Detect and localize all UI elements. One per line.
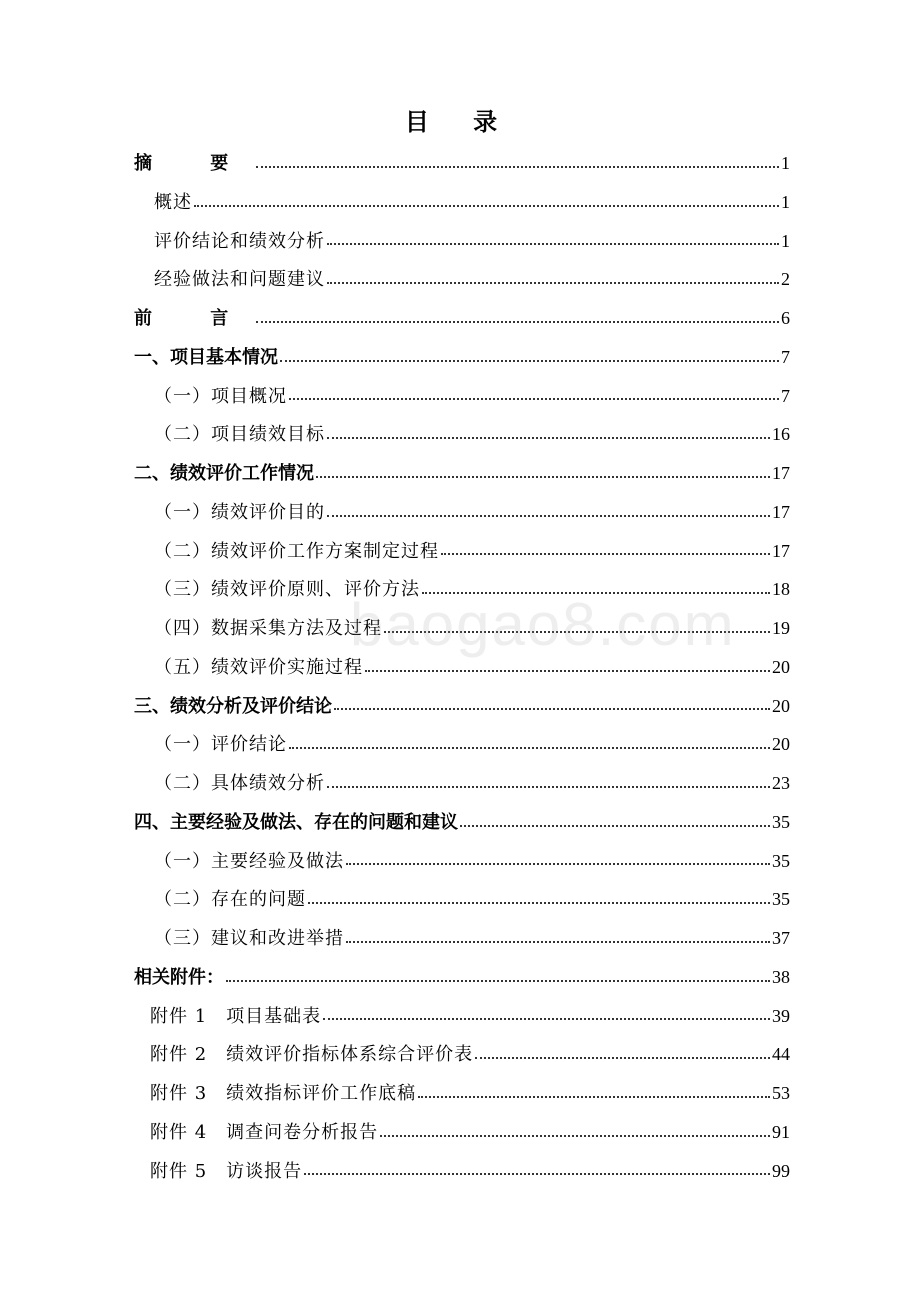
toc-entry-page: 35 [772,889,790,910]
toc-leader-dots [327,436,770,439]
toc-entry-label: 附件 4 调查问卷分析报告 [150,1121,379,1143]
toc-entry-page: 35 [772,850,790,871]
toc-entry[interactable] [134,338,790,377]
toc-entry[interactable] [134,842,790,881]
toc-entry-page: 37 [772,928,790,948]
toc-leader-dots [289,397,779,400]
toc-leader-dots [475,1056,770,1059]
toc-entry-label: （二）绩效评价工作方案制定过程 [154,540,439,562]
toc-entry[interactable] [134,803,790,842]
toc-entry-label: （一）评价结论 [154,734,287,756]
toc-entry[interactable] [134,144,790,183]
toc-entry-page: 2 [781,269,790,290]
toc-entry-label: （三）绩效评价原则、评价方法 [154,579,420,601]
toc-entry-label: （一）绩效评价目的 [154,501,325,523]
toc-entry-page: 20 [772,695,790,716]
toc-entry-page: 6 [781,308,790,328]
toc-entry[interactable] [134,183,790,222]
toc-entry[interactable] [134,764,790,803]
toc-entry-label: 附件 5 访谈报告 [150,1160,303,1182]
watermark: baogao8.com [350,591,736,658]
toc-entry[interactable] [134,299,790,338]
toc-leader-dots [327,514,770,517]
toc-entry[interactable] [134,493,790,532]
toc-leader-dots [280,359,779,362]
toc-entry-label: 概述 [154,191,192,213]
table-of-contents [134,144,790,1190]
toc-entry[interactable] [134,1152,790,1191]
toc-entry[interactable] [134,415,790,454]
toc-entry-label: （二）项目绩效目标 [154,424,325,446]
toc-leader-dots [346,862,770,865]
toc-leader-dots [316,475,770,478]
toc-entry-page: 17 [772,463,790,483]
toc-entry-label: 附件 3 绩效指标评价工作底稿 [150,1083,417,1104]
toc-entry[interactable] [134,1113,790,1152]
toc-entry-page: 39 [772,1005,790,1026]
toc-entry[interactable] [134,687,790,726]
toc-entry-page: 17 [772,501,790,522]
toc-entry-page: 17 [772,540,790,561]
toc-leader-dots [226,979,770,982]
toc-leader-dots [380,1134,770,1137]
toc-leader-dots [460,824,770,827]
toc-entry-page: 44 [772,1044,790,1065]
toc-entry-label: 附件 2 绩效评价指标体系综合评价表 [150,1044,474,1066]
toc-entry-label: 经验做法和问题建议 [154,269,325,291]
toc-leader-dots [334,707,770,710]
toc-entry-label: （二）具体绩效分析 [154,773,325,794]
toc-entry-label: （四）数据采集方法及过程 [154,618,382,639]
toc-entry-page: 53 [772,1083,790,1103]
toc-leader-dots [327,785,770,788]
toc-leader-dots [308,901,770,904]
toc-entry-page: 20 [772,734,790,755]
toc-leader-dots [323,1017,770,1020]
toc-entry-page: 91 [772,1121,790,1142]
page-title: 目 录 [404,107,516,136]
toc-entry[interactable] [134,880,790,919]
toc-entry[interactable] [134,222,790,261]
toc-entry-page: 16 [772,424,790,445]
toc-entry-label: （五）绩效评价实施过程 [154,656,363,678]
toc-entry-page: 99 [772,1160,790,1181]
toc-entry-page: 19 [772,618,790,638]
toc-leader-dots [304,1172,770,1175]
toc-leader-dots [327,281,779,284]
toc-entry[interactable] [134,377,790,416]
toc-entry[interactable] [134,454,790,493]
toc-entry-label: 摘 要 [134,153,255,174]
toc-entry-page: 18 [772,579,790,600]
toc-entry[interactable] [134,532,790,571]
toc-entry-label: （三）建议和改进举措 [154,928,344,949]
toc-entry[interactable] [134,919,790,958]
toc-leader-dots [327,242,779,245]
toc-entry-page: 35 [772,811,790,832]
toc-leader-dots [418,1095,770,1098]
toc-entry-page: 7 [781,385,790,406]
toc-leader-dots [256,320,779,323]
toc-leader-dots [289,746,770,749]
toc-entry-label: 前 言 [134,308,255,329]
toc-entry-page: 1 [781,230,790,251]
toc-entry-label: 四、主要经验及做法、存在的问题和建议 [134,811,458,833]
toc-entry-label: （一）项目概况 [154,385,287,407]
toc-leader-dots [365,669,770,672]
toc-entry-label: （一）主要经验及做法 [154,850,344,872]
toc-entry[interactable] [134,725,790,764]
toc-leader-dots [194,204,779,207]
toc-leader-dots [256,165,779,168]
toc-entry-page: 1 [781,191,790,212]
toc-entry-label: 评价结论和绩效分析 [154,230,325,252]
toc-entry-page: 1 [781,153,790,173]
toc-entry-page: 38 [772,966,790,987]
toc-entry-label: 一、项目基本情况 [134,346,278,368]
toc-entry-page: 20 [772,656,790,677]
toc-leader-dots [441,552,770,555]
toc-entry-label: 三、绩效分析及评价结论 [134,695,332,717]
toc-entry-page: 7 [781,346,790,367]
toc-entry[interactable] [134,997,790,1036]
toc-entry-label: 附件 1 项目基础表 [150,1005,322,1027]
toc-entry-label: 相关附件： [134,966,224,988]
toc-entry[interactable] [134,1074,790,1113]
toc-entry[interactable] [134,958,790,997]
toc-entry-label: （二）存在的问题 [154,889,306,911]
toc-entry-page: 23 [772,773,790,793]
toc-entry[interactable] [134,1035,790,1074]
toc-entry[interactable] [134,260,790,299]
toc-leader-dots [346,940,770,943]
toc-entry-label: 二、绩效评价工作情况 [134,463,314,484]
